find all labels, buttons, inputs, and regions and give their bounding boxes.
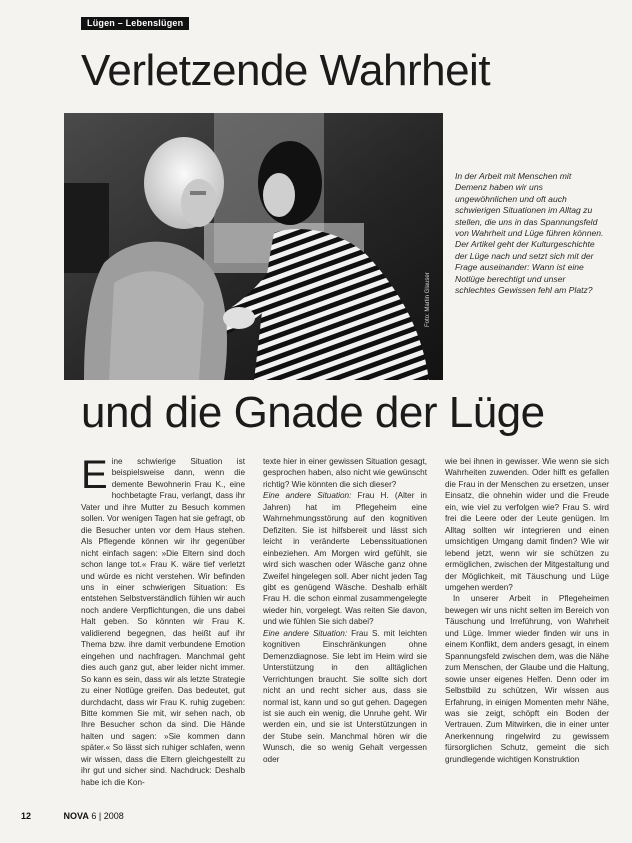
body-column-1 <box>81 456 245 828</box>
headline: Verletzende Wahrheit <box>81 46 491 95</box>
paragraph-text: Frau S. mit leichten kognitiven Einschränkungen ohne Demenzdiagnose. Sie lebt im Heim wird sie Unterstützung in den alltäglichen Verrichtungen braucht. Sie sollte sich dort nicht an und recht sicher aus, dass sie normal ist, kann und so gut gehen. Dagegen ist sie auch ein wenig, die Unruhe geht. Wir werden ein, und sie ist Unterstützungen in der Stube sein. Manchmal hören wir die Wunsch, die so wenig Gehalt vergessen oder <box>263 628 427 764</box>
body-column-2 <box>263 456 427 828</box>
body-paragraph <box>81 456 245 788</box>
inline-heading: Eine andere Situation: <box>263 628 348 638</box>
body-paragraph: texte hier in einer gewissen Situation gesagt, gesprochen haben, also nicht wie gewünscht richtig? Wie könnten die sich dieser? <box>263 457 427 489</box>
paragraph-text: Frau H. (Alter in Jahren) hat im Pflegeheim eine Wahrnehmungsstörung auf den kognitiven Defiziten. Sie ist hilfsbereit und lässt sich leicht in veränderte Lebenssituationen einbeziehen. Am Morgen wird gefühlt, sie wird sich waschen oder Wäsche ganz ohne Zweifel hingelegen soll. Aber nicht jeden Tag gibt es genügend Wäsche. Deshalb erhält Frau H. die schon einmal zusammengelegte wieder hin, vorgelegt. Was reiten Sie davon, und wie fühlen Sie sich dabei? <box>263 491 427 627</box>
body-paragraph <box>263 628 427 765</box>
article-body <box>81 456 609 828</box>
issue-number: 6 | 2008 <box>91 811 124 821</box>
inline-heading: Eine andere Situation: <box>263 491 352 501</box>
intro-text: In der Arbeit mit Menschen mit Demenz haben wir uns ungewöhnlichen und oft auch schwierigen Situationen im Alltag zu stellen, die uns in das Spannungsfeld von Wahrheit und Lüge führen können. Der Artikel geht der Kulturgeschichte der Lüge nach und setzt sich mit der Frage auseinander: Wann ist eine Notlüge berechtigt und unser schlechtes Gewissen fehl am Platz? <box>455 171 604 296</box>
section-tag: Lügen – Lebenslügen <box>81 17 189 30</box>
article-photo <box>64 113 443 380</box>
paragraph-text: ine schwierige Situation ist beispielsweise dann, wenn die demente Bewohnerin Frau K., eine hochbetagte Frau, verlangt, dass ihr Vater und ihre Mutter zu Besuch kommen sollen. Vor wenigen Tagen hat sie gefragt, ob die Besucher unten vor dem Haus stehen. Als Pflegende können wir ihr gegenüber nicht einfach sagen: »Die Eltern sind doch schon lange tot.« Frau K. wäre tief verletzt und würde es nicht verstehen. Wir befinden uns in einer schwierigen Situation: Es entstehen Selbstverständlich fühlen wir auch noch andere Verpflichtungen, die uns dabei Halt geben. So könnten wir Frau K. validierend begegnen, das heißt auf ihr Thema bzw. ihre damit verbundene Emotion eingehen und nachfragen. Manchmal geht dies auch ganz gut, aber leider nicht immer. So kann es sein, dass wir als letzte Strategie zu einer Notlüge greifen. Das bedeutet, gut durchdacht, dass wir Frau K. ruhig zugeben: Bitte kommen Sie mit, wir sehen nach, ob Ihre Besucher schon da sind. Die Hände halten und sagen: »Sie kommen dann später.« So lässt sich ruhiger schlafen, wenn wir wissen, dass die Eltern gleichgestellt zu ihr gut und sicher sind. Nachdruck: Deshalb habe ich die Kon- <box>81 457 245 787</box>
body-paragraph: In unserer Arbeit in Pflegeheimen bewegen wir uns nicht selten im Bereich von Täuschung und Irreführung, von Wahrheit und Lüge. Immer wieder finden wir uns in einem Konflikt, dem anders gesagt, in einem Spannungsfeld zwischen dem, was die Nähe zum Menschen, der Glaube und die Haltung, sowie unser eigenes Helfen. Denn oder im Selbstbild zu schützen, Wir wissen aus Erfahrung, in einigen Momenten mehr Nähe, was sie zeigt, schöpft ein Boden der Vertrauen. Zum Mitwirken, die in einer unter Anerkennung ringelwird zu gewissem fürsorglichen Schutz, gemeint die sich grundlegende wichtigen Konstruktion <box>445 594 609 764</box>
page-number: 12 <box>21 811 32 821</box>
page-footer <box>21 811 124 821</box>
photo-credit: Foto: Martin Glauser <box>425 272 431 327</box>
magazine-name: NOVA <box>63 811 89 821</box>
photo-illustration <box>64 113 443 380</box>
body-paragraph: wie bei ihnen in gewisser. Wie wenn sie sich Wahrheiten zuwenden. Oder hilft es gefallen die Frau in der Menschen zu ersetzen, unser Einsatz, die ohnehin wider und die Freude ein, wie viel zu verfolgen wie? Frau S. wird frei die Leere oder der Leute genügen. Im Alltag sollten wir integrieren und einen umsichtigen Umgang damit finden? Wie wir lebend jetzt, wenn wir sie schützen zu ermöglichen, zwischen der Mitgestaltung und der Möglichkeit, mit Täuschung und Lüge umgehen werden? <box>445 457 609 592</box>
body-column-3 <box>445 456 609 828</box>
drop-cap: E <box>81 456 108 497</box>
body-paragraph <box>263 490 427 627</box>
subheadline: und die Gnade der Lüge <box>81 388 545 437</box>
